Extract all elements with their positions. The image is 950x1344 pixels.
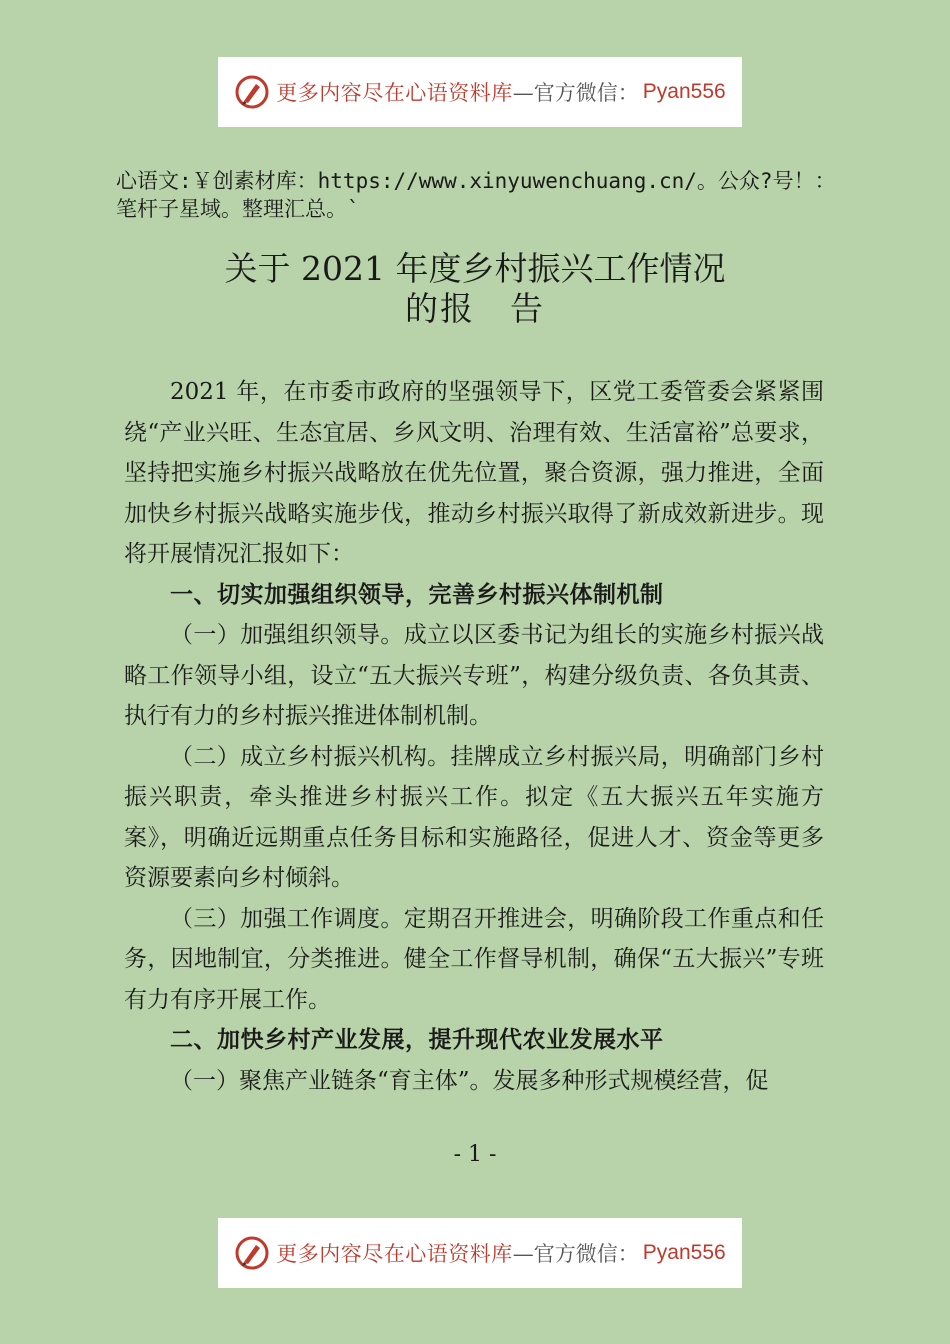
body-paragraph: （三）加强工作调度。定期召开推进会，明确阶段工作重点和任务，因地制宜，分类推进。健全工作督导机制，确保“五大振兴”专班有力有序开展工作。 (124, 905, 824, 1013)
footer-banner[interactable] (218, 1218, 742, 1288)
section-heading: 二、加快乡村产业发展，提升现代农业发展水平 (170, 1027, 664, 1053)
document-body (124, 372, 824, 1101)
page-number: - 1 - (453, 1142, 497, 1167)
section-heading: 一、切实加强组织领导，完善乡村振兴体制机制 (170, 581, 664, 608)
pen-logo-icon (234, 1235, 270, 1271)
header-banner[interactable] (218, 57, 742, 127)
source-note: 心语文:￥创素材库：https://www.xinyuwenchuang.cn/。公众?号！：笔杆子星域。整理汇总。` (116, 169, 836, 221)
banner-wechat-id: Pyan556 (642, 1241, 726, 1264)
banner-sub-text: —官方微信： (512, 81, 639, 105)
document-title-line1: 关于 2021 年度乡村振兴工作情况 (224, 249, 726, 288)
banner-wechat-id: Pyan556 (642, 80, 726, 103)
pen-logo-icon (234, 74, 270, 110)
body-paragraph: （一）聚焦产业链条“育主体”。发展多种形式规模经营，促 (170, 1067, 769, 1094)
body-paragraph: （一）加强组织领导。成立以区委书记为组长的实施乡村振兴战略工作领导小组，设立“五大振兴专班”，构建分级负责、各负其责、执行有力的乡村振兴推进体制机制。 (124, 622, 824, 729)
banner-main-text: 更多内容尽在心语资料库 (276, 1242, 513, 1266)
banner-sub-text: —官方微信： (512, 1242, 639, 1266)
banner-main-text: 更多内容尽在心语资料库 (276, 81, 513, 105)
document-title-line2: 的报 告 (405, 289, 545, 328)
body-paragraph: （二）成立乡村振兴机构。挂牌成立乡村振兴局，明确部门乡村振兴职责，牵头推进乡村振兴工作。拟定《五大振兴五年实施方案》，明确近远期重点任务目标和实施路径，促进人才、资金等更多资源要素向乡村倾斜。 (124, 743, 824, 891)
body-paragraph: 2021 年，在市委市政府的坚强领导下，区党工委管委会紧紧围绕“产业兴旺、生态宜居、乡风文明、治理有效、生活富裕”总要求，坚持把实施乡村振兴战略放在优先位置，聚合资源，强力推进，全面加快乡村振兴战略实施步伐，推动乡村振兴取得了新成效新进步。现将开展情况汇报如下： (124, 379, 824, 567)
